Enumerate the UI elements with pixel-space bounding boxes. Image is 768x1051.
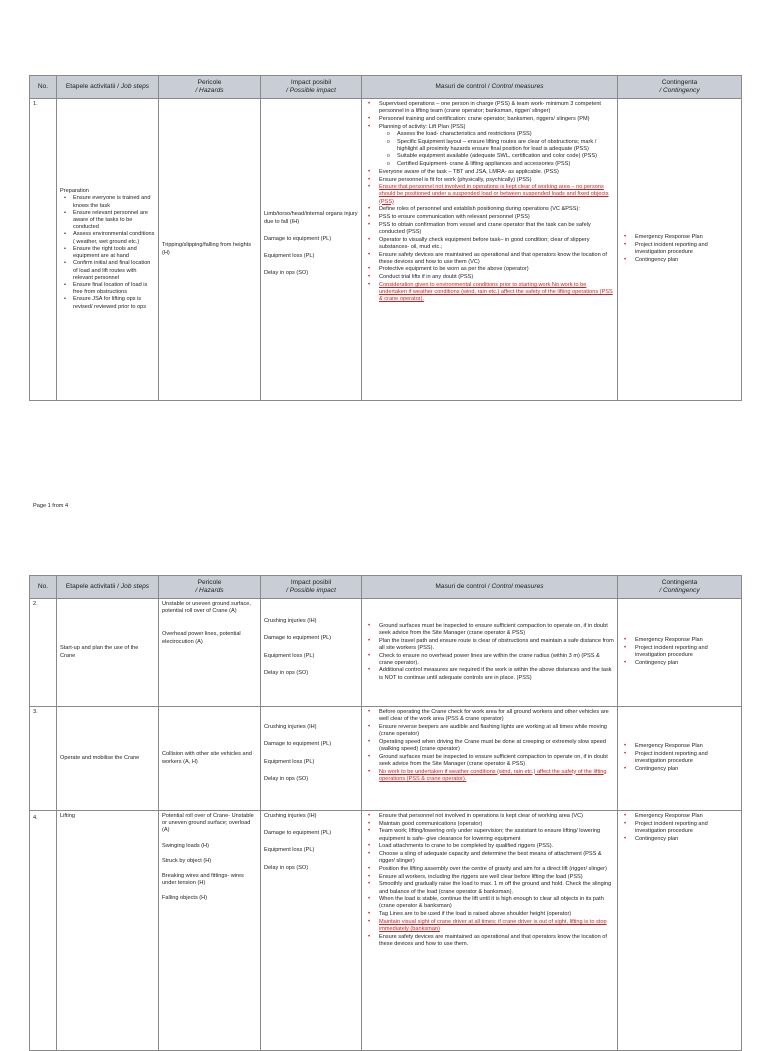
contingency-cell: [618, 811, 742, 1051]
list-item: • Choose a sling of adequate capacity and determine the best means of attachment (PSS & rigger/ slinger): [379, 851, 614, 865]
list-item: • Supervised operations – one person in charge (PSS) & team work- minimum 3 competent personnel in a lifting team (crane operator; banksman, rigger/ slinger): [379, 101, 614, 115]
list-item: • Maintain good communications (operator): [379, 821, 614, 828]
hazard-text: Breaking wires and fittings- wires under tension (H): [162, 873, 244, 887]
list-item: • When the load is stable, continue the lift until it is high enough to clear all objects in its path (crane operator & banksman): [379, 896, 614, 910]
contingency-list: [621, 813, 738, 843]
list-item: • Conduct trial lifts if in any doubt (PSS): [379, 274, 614, 281]
col-header-impact: Impact posibil / Possible impact: [261, 76, 362, 99]
list-item: • PSS to ensure communication with relevant personnel (PSS): [379, 214, 614, 221]
impact-text: Equipment loss (PL): [264, 758, 315, 765]
row-number: 2.: [30, 599, 57, 707]
sub-list-item: o Suitable equipment available (adequate SWL, certification and color code) (PSS): [397, 153, 614, 160]
sub-list: [379, 131, 614, 169]
control-measures-cell: [362, 707, 618, 811]
list-item: • Contingency plan: [635, 257, 738, 264]
list-item: • Ground surfaces must be inspected to ensure sufficient compaction to operate on, if in doubt seek advice from the Site Manager (crane operator & PSS): [379, 754, 614, 768]
list-item: • Operating speed when driving the Crane must be done at creeping or extremely slow speed (walking speed) (crane operator): [379, 739, 614, 753]
job-step-title: Preparation: [60, 188, 89, 195]
control-measures-list: [365, 813, 614, 948]
hazard-text: Potential roll over of Crane- Unstable or uneven ground surface; overload (A): [162, 813, 254, 834]
list-item: • Smoothly and gradually raise the load to max. 1 m off the ground and hold. Check the slinging and balance of the load (crane operator & banksman).: [379, 881, 614, 895]
impact-text: Delay in ops (SO): [264, 669, 309, 676]
table-header-row: [30, 576, 742, 599]
sub-list-item: o Specific Equipment layout – ensure lifting routes are clear of obstructions; mark / highlight all proximity hazards ensure final position for load is adequate (PSS): [397, 139, 614, 153]
col-header-controls: Masuri de control / Control measures: [362, 576, 618, 599]
hazard-cell: [159, 811, 261, 1051]
col-header-no: No.: [30, 76, 57, 99]
impact-text: Equipment loss (PL): [264, 253, 315, 260]
control-measures-list: [365, 101, 614, 303]
hazard-text: Swinging loads (H): [162, 842, 209, 849]
col-header-contingency: Contingenta / Contingency: [618, 76, 742, 99]
impact-text: Delay in ops (SO): [264, 864, 309, 871]
list-item: • Ensure all workers, including the riggers are well clear before lifting the load (PSS): [379, 874, 614, 881]
control-measures-list: [365, 709, 614, 783]
row-number: 1.: [30, 99, 57, 401]
list-item: • Project incident reporting and investigation procedure: [635, 645, 738, 659]
impact-text: Damage to equipment (PL): [264, 235, 332, 242]
list-item: • Emergency Response Plan: [635, 637, 738, 644]
table-row: [30, 811, 742, 1051]
list-item: • Emergency Response Plan: [635, 234, 738, 241]
col-header-controls: Masuri de control / Control measures: [362, 76, 618, 99]
table-row: [30, 99, 742, 401]
list-item: • Define roles of personnel and establish positioning during operations (VC &PSS):: [379, 206, 614, 213]
contingency-cell: [618, 599, 742, 707]
hazard-cell: [159, 599, 261, 707]
list-item: • Emergency Response Plan: [635, 743, 738, 750]
table-row: [30, 599, 742, 707]
hazard-text: Collision with other site vehicles and workers (A, H): [162, 751, 252, 765]
list-item: • Additional control measures are required if the work is within the above distances and the task is NOT to continue until adequate controls are in place. (PSS): [379, 667, 614, 681]
list-item: • Load attachments to crane to be completed by qualified riggers (PSS).: [379, 843, 614, 850]
list-item: • Contingency plan: [635, 660, 738, 667]
contingency-cell: [618, 99, 742, 401]
list-item-warning: • No work to be undertaken if weather conditions (wind, rain etc.) affect the safety of the lifting operations (PSS & crane operator).: [379, 769, 614, 783]
impact-text: Crushing injuries (IH): [264, 724, 317, 731]
hazard-cell: [159, 707, 261, 811]
impact-text: Damage to equipment (PL): [264, 741, 332, 748]
list-item: • Ensure everyone is trained and knows the task: [73, 195, 155, 209]
col-header-steps: Etapele activitatii / Job steps: [57, 576, 159, 599]
table-header-row: [30, 76, 742, 99]
col-header-hazards: Pericole / Hazards: [159, 76, 261, 99]
impact-text: Damage to equipment (PL): [264, 830, 332, 837]
hazard-text: Struck by object (H): [162, 857, 212, 864]
list-item: • Check to ensure no overhead power lines are within the crane radius (within 3 m) (PSS & crane operator).: [379, 653, 614, 667]
col-header-steps: Etapele activitatii / Job steps: [57, 76, 159, 99]
impact-text: Crushing injuries (IH): [264, 618, 317, 625]
impact-cell: [261, 99, 362, 401]
job-step-cell: Operate and mobilise the Crane: [57, 707, 159, 811]
list-item: • Project incident reporting and investigation procedure: [635, 751, 738, 765]
list-item: • Project incident reporting and investigation procedure: [635, 242, 738, 256]
list-item: • Planning of activity: Lift Plan (PSS) o Assess the load- characteristics and restrictions (PSS) o Specific Equipment layout – ensure lifting routes are clear of obstructions; mark / highlight all proximity hazards ensure final position for load is adequate (PSS) o Suitable equipment available (adequate SWL, certification and color code) (PSS) o Certified Equipment- crane & lifting appliances and accessories (PSS): [379, 124, 614, 169]
list-item: • Ensure final location of load is free from obstructions: [73, 282, 155, 296]
list-item: • Ensure safety devices are maintained as operational and that operators know the location of these devices and how to use them.: [379, 934, 614, 948]
list-item: • Emergency Response Plan: [635, 813, 738, 820]
list-item: • Before operating the Crane check for work area for all ground workers and other vehicles are well clear of the work area (PSS & crane operator): [379, 709, 614, 723]
contingency-cell: [618, 707, 742, 811]
contingency-list: [621, 637, 738, 667]
list-item: • Operator to visually check equipment before task– in good condition; clear of slippery substances- oil, mud etc.;: [379, 237, 614, 251]
job-step-cell: [57, 99, 159, 401]
risk-table-page1: [29, 75, 742, 401]
list-item: • Ensure relevant personnel are aware of the tasks to be conducted: [73, 210, 155, 232]
hazard-text: Unstable or uneven ground surface, potential roll over of Crane (A): [162, 601, 251, 615]
list-item: • Personnel training and certification: crane operator; banksmen, riggers/ slingers (PM): [379, 116, 614, 123]
list-item: • Ensure the right tools and equipment are at hand: [73, 246, 155, 260]
control-measures-cell: [362, 99, 618, 401]
page-footer: Page 1 from 4: [33, 503, 69, 509]
list-item-warning: • Consideration given to environmental conditions prior to starting work No work to be undertaken if weather conditions (wind, rain etc.) affect the safety of the lifting operations (PSS & crane operator).: [379, 282, 614, 304]
list-item: • Assess environmental conditions ( weather, wet ground etc.): [73, 231, 155, 245]
impact-cell: [261, 707, 362, 811]
contingency-list: [621, 234, 738, 264]
job-step-cell: Lifting: [57, 811, 159, 1051]
list-item-warning: • Ensure that personnel not involved in operations is kept clear of working area – no persons should be positioned under a suspended load or between suspended loads and fixed objects (PSS): [379, 184, 614, 206]
list-item: • Ensure safety devices are maintained as operational and that operators know the location of these devices and how to use them (VC): [379, 252, 614, 266]
impact-text: Delay in ops (SO): [264, 270, 309, 277]
control-measures-list: [365, 623, 614, 682]
hazard-text: Tripping/slipping/falling from heights (H): [162, 242, 252, 256]
table-row: [30, 707, 742, 811]
impact-text: Limb/torso/head/internal organs injury due to fall (IH): [264, 211, 358, 225]
impact-text: Damage to equipment (PL): [264, 635, 332, 642]
impact-text: Delay in ops (SO): [264, 775, 309, 782]
list-item: • Ensure reverse beepers are audible and flashing lights are working at all times while moving (crane operator): [379, 724, 614, 738]
list-item: • Confirm initial and final location of load and lift routes with relevant personnel: [73, 260, 155, 282]
col-header-impact: Impact posibil / Possible impact: [261, 576, 362, 599]
sub-list-item: o Certified Equipment- crane & lifting appliances and accessories (PSS): [397, 161, 614, 168]
list-item: • Plan the travel path and ensure route is clear of obstructions and maintain a safe distance from all site workers (PSS).: [379, 638, 614, 652]
list-item: • Everyone aware of the task – TBT and JSA, LMRA- as applicable. (PSS): [379, 169, 614, 176]
list-item: • Project incident reporting and investigation procedure: [635, 821, 738, 835]
control-measures-cell: [362, 811, 618, 1051]
col-header-hazards: Pericole / Hazards: [159, 576, 261, 599]
list-item: • Ensure personnel is fit for work (physically, psychically) (PSS): [379, 177, 614, 184]
list-item: • Tag Lines are to be used if the load is raised above shoulder height (operator): [379, 911, 614, 918]
list-item: • Team work; lifting/lowering only under supervision; the assistant to ensure lifting/ lowering equipment is safe- give clearance for lowering equipment: [379, 828, 614, 842]
list-item: • Ensure that personnel not involved in operations is kept clear of working area (VC): [379, 813, 614, 820]
contingency-list: [621, 743, 738, 773]
risk-table-page2: [29, 575, 742, 1051]
col-header-no: No.: [30, 576, 57, 599]
list-item: • Contingency plan: [635, 836, 738, 843]
impact-text: Equipment loss (PL): [264, 652, 315, 659]
hazard-cell: [159, 99, 261, 401]
col-header-contingency: Contingenta / Contingency: [618, 576, 742, 599]
list-item: • Contingency plan: [635, 766, 738, 773]
impact-cell: [261, 599, 362, 707]
impact-cell: [261, 811, 362, 1051]
hazard-text: Overhead power lines, potential electrocution (A): [162, 631, 241, 645]
impact-text: Crushing injuries (IH): [264, 813, 317, 819]
control-measures-cell: [362, 599, 618, 707]
row-number: 3.: [30, 707, 57, 811]
list-item-warning: • Maintain visual sight of crane driver at all times; if crane driver is out of sight, lifting is to stop immediately (banksman): [379, 919, 614, 933]
list-item: • Ensure JSA for lifting ops is revised/ reviewed prior to ops: [73, 296, 155, 310]
impact-text: Equipment loss (PL): [264, 847, 315, 854]
list-item: • PSS to obtain confirmation from vessel and crane operator that the task can be safely conducted (PSS): [379, 222, 614, 236]
job-step-list: [60, 195, 155, 310]
sub-list-item: o Assess the load- characteristics and restrictions (PSS): [397, 131, 614, 138]
row-number: 4.: [30, 811, 57, 1051]
list-item: • Protective equipment to be worn as per the above (operator): [379, 266, 614, 273]
job-step-cell: Start-up and plan the use of the Crane: [57, 599, 159, 707]
hazard-text: Falling objects (H): [162, 895, 208, 902]
list-item: • Position the lifting assembly over the centre of gravity and aim for a direct lift (rigger/ slinger): [379, 866, 614, 873]
list-item: • Ground surfaces must be inspected to ensure sufficient compaction to operate on, if in doubt seek advice from the Site Manager (crane operator & PSS): [379, 623, 614, 637]
